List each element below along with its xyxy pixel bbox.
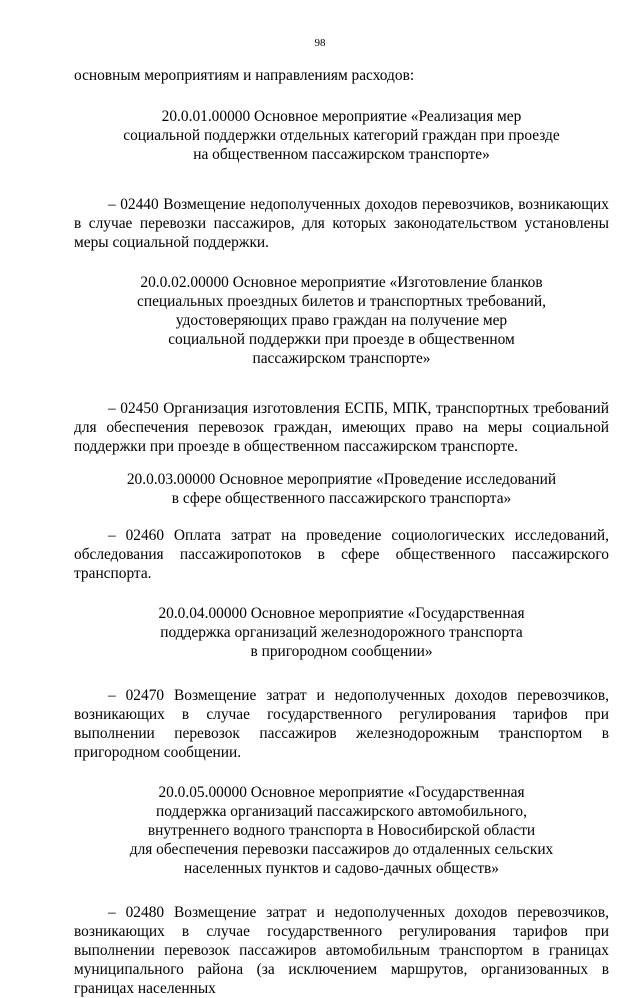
heading-line: 20.0.04.00000 Основное мероприятие «Государственная [158,605,525,622]
section-text-3: – 02460 Оплата затрат на проведение социологических исследований, обследования пассажиропотоков в сфере общественного пассажирского транспорта. [74,527,609,582]
heading-line: социальной поддержки отдельных категорий граждан при проезде [123,127,560,144]
heading-line: 20.0.05.00000 Основное мероприятие «Государственная [158,784,525,801]
heading-line: в пригородном сообщении» [250,643,433,660]
heading-line: на общественном пассажирском транспорте» [193,146,490,163]
section-text-2: – 02450 Организация изготовления ЕСПБ, МПК, транспортных требований для обеспечения перевозок граждан, имеющих право на меры социальной поддержки при проезде в общественном пассажирском транспорте. [74,400,609,455]
heading-line: специальных проездных билетов и транспортных требований, [137,293,546,310]
heading-line: 20.0.01.00000 Основное мероприятие «Реализация мер [161,108,522,125]
section-heading-2 [74,273,609,368]
document-body [74,66,609,998]
heading-line: социальной поддержки при проезде в общественном [168,331,515,348]
heading-line: населенных пунктов и садово-дачных обществ» [183,860,500,877]
heading-line: для обеспечения перевозки пассажиров до отдаленных сельских [129,841,554,858]
heading-line: 20.0.03.00000 Основное мероприятие «Проведение исследований [126,471,557,488]
heading-line: удостоверяющих право граждан на получение мер [175,312,508,329]
section-heading-3 [74,470,609,508]
heading-line: поддержка организаций пассажирского автомобильного, [156,803,527,820]
heading-line: 20.0.02.00000 Основное мероприятие «Изготовление бланков [140,274,543,291]
section-text-4: – 02470 Возмещение затрат и недополученных доходов перевозчиков, возникающих в случае государственного регулирования тарифов при выполнении перевозок пассажиров железнодорожным транспортом в пригородном сообщении. [74,687,609,761]
section-heading-5 [74,783,609,878]
section-heading-4 [74,604,609,661]
section-heading-1 [74,107,609,164]
section-text-1: – 02440 Возмещение недополученных доходов перевозчиков, возникающих в случае перевозки пассажиров, для которых законодательством установлены меры социальной поддержки. [74,196,609,251]
intro-paragraph: основным мероприятиям и направлениям расходов: [74,67,415,84]
heading-line: в сфере общественного пассажирского транспорта» [171,490,512,507]
heading-line: пассажирском транспорте» [252,350,431,367]
heading-line: внутреннего водного транспорта в Новосибирской области [147,822,536,839]
heading-line: поддержка организаций железнодорожного транспорта [160,624,523,641]
page-number: 98 [314,37,326,49]
section-text-5: – 02480 Возмещение затрат и недополученных доходов перевозчиков, возникающих в случае государственного регулирования тарифов при выполнении перевозок пассажиров автомобильным транспортом в границах муниципального района (за исключением маршрутов, организованных в границах населенных [74,904,609,997]
